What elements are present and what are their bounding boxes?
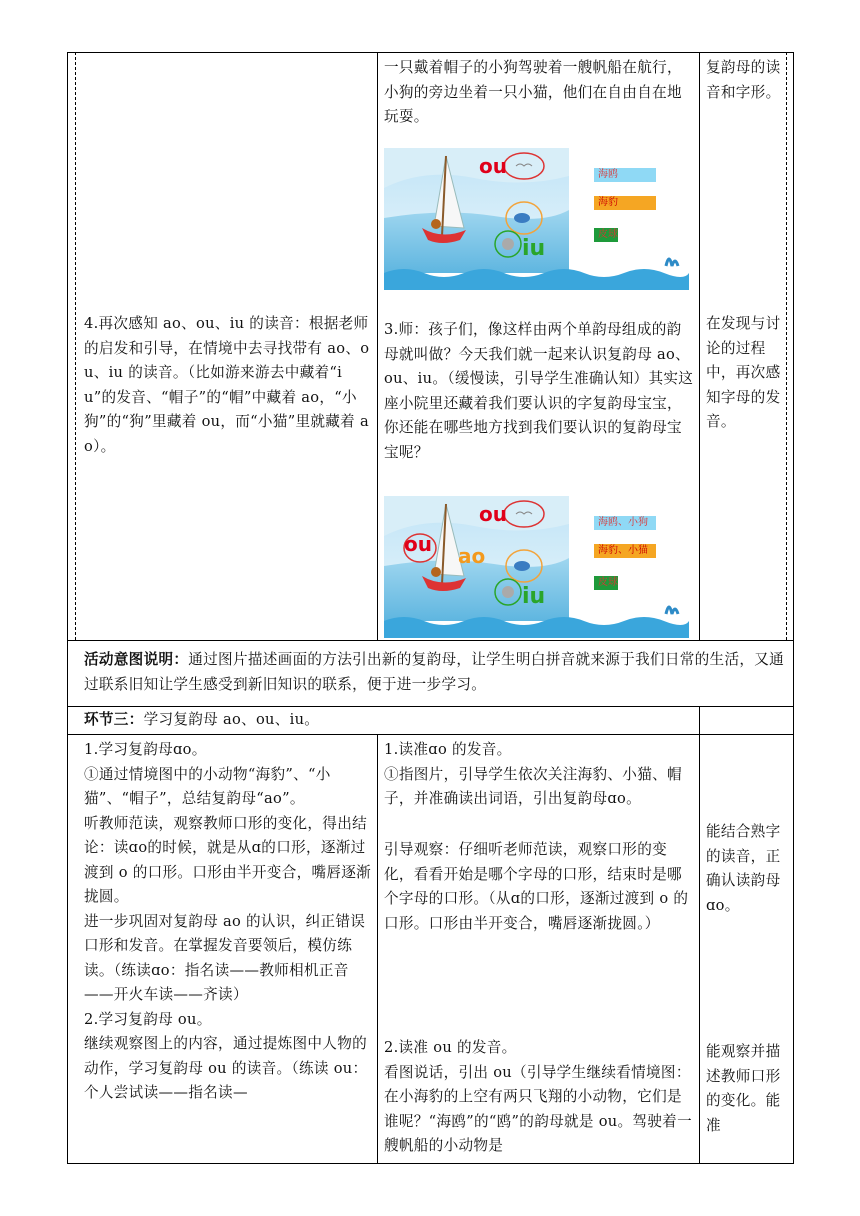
label-piqiu-2: 皮球 bbox=[594, 576, 618, 590]
section3-text: 学习复韵母 ao、ou、iu。 bbox=[143, 711, 320, 728]
intent-title: 活动意图说明： bbox=[84, 651, 189, 668]
section3-title: 环节三： bbox=[84, 711, 144, 728]
label-piqiu: 皮球 bbox=[594, 228, 618, 242]
iu-letters-2: iu bbox=[522, 584, 546, 609]
row3-mid-col-b bbox=[384, 1036, 695, 1159]
row3-mid-p5: 看图说话，引出 ou（引导学生继续看情境图：在小海豹的上空有两只飞翔的小动物，它们是谁呢？“海鸥”的“鸥”的韵母就是 ou。驾驶着一艘帆船的小动物是 bbox=[384, 1063, 692, 1154]
row3-left-p3: 听教师范读，观察教师口形的变化，得出结论：读ɑo的时候，就是从ɑ的口形，逐渐过渡到 o 的口形。口形由半开变合，嘴唇逐渐拢圆。 bbox=[84, 814, 372, 905]
iu-letters: iu bbox=[522, 236, 546, 261]
column-divider-dashed bbox=[75, 52, 76, 640]
row1-left-text: 4.再次感知 ao、ou、iu 的读音：根据老师的启发和引导，在情境中去寻找带有 ao、ou、iu 的读音。（比如游来游去中藏着“iu”的发音、“帽子”的“帽”中藏着 ao，“小狗”的“狗”里藏着 ou，而“小猫”里就藏着 ao）。 bbox=[84, 315, 370, 455]
ao-letters: ao bbox=[458, 544, 486, 568]
column-divider-dashed-right bbox=[786, 52, 787, 640]
row1-middle-mid-text: 3.师：孩子们，像这样由两个单韵母组成的韵母就叫做？今天我们就一起来认识复韵母 ao、ou、iu。（缓慢读，引导学生准确认知）其实这座小院里还藏着我们要认识的字复韵母宝宝，你还能在哪些地方找到我们要认识的复韵母宝宝呢？ bbox=[384, 321, 694, 461]
intent-paragraph bbox=[84, 648, 786, 697]
intent-text: 通过图片描述画面的方法引出新的复韵母，让学生明白拼音就来源于我们日常的生活，又通过联系旧知让学生感受到新旧知识的联系，便于进一步学习。 bbox=[84, 651, 785, 693]
ou-letters: ou bbox=[479, 154, 507, 178]
row3-left-p6: 继续观察图上的内容，通过提炼图中人物的动作，学习复韵母 ou 的读音。（练读 ou：个人尝试读——指名读— bbox=[84, 1035, 368, 1101]
scene-image-2 bbox=[384, 496, 689, 638]
row1-right-mid-text: 在发现与讨论的过程中，再次感知字母的发音。 bbox=[706, 315, 781, 430]
label-haiou-xiaogou: 海鸥、小狗 bbox=[594, 516, 656, 530]
row3-right-p2: 能观察并描述教师口形的变化。能准 bbox=[706, 1043, 781, 1134]
section3-heading bbox=[84, 708, 694, 733]
label-haibao: 海豹 bbox=[594, 196, 656, 210]
row3-left-p4: 进一步巩固对复韵母 ao 的认识，纠正错误口形和发音。在掌握发音要领后，模仿练读。（练读ɑo：指名读——教师相机正音——开火车读——齐读） bbox=[84, 912, 366, 1003]
column-divider-3 bbox=[377, 734, 378, 1164]
row-divider-3 bbox=[67, 734, 794, 735]
row3-left-p2: ①通过情境图中的小动物“海豹”、“小猫”、“帽子”，总结复韵母“ao”。 bbox=[84, 765, 331, 807]
label-haibao-xiaomao: 海豹、小猫 bbox=[594, 544, 656, 558]
row3-mid-p1: 1.读准ɑo 的发音。 bbox=[384, 741, 512, 758]
row3-left-col bbox=[84, 738, 373, 1106]
row-divider-2 bbox=[67, 706, 794, 707]
row3-right-p1: 能结合熟字的读音，正确认读韵母ɑo。 bbox=[706, 823, 781, 914]
column-divider-2 bbox=[699, 52, 700, 640]
ou-left-letters: ou bbox=[404, 532, 432, 556]
row1-right-top-text: 复韵母的读音和字形。 bbox=[706, 59, 781, 101]
row3-mid-col-a bbox=[384, 738, 695, 812]
row3-mid-p2: ①指图片，引导学生依次关注海豹、小猫、帽子，并准确读出词语，引出复韵母ɑo。 bbox=[384, 765, 682, 807]
row3-left-p5: 2.学习复韵母 ou。 bbox=[84, 1010, 212, 1028]
row3-mid-p3: 引导观察：仔细听老师范读，观察口形的变化，看看开始是哪个字母的口形，结束时是哪个字母的口形。（从ɑ的口形，逐渐过渡到 o 的口形。口形由半开变合，嘴唇逐渐拢圆。） bbox=[384, 841, 689, 932]
column-divider-5 bbox=[699, 706, 700, 734]
ou-top-letters: ou bbox=[479, 502, 507, 526]
column-divider-4 bbox=[699, 734, 700, 1164]
row3-left-p1: 1.学习复韵母ɑo。 bbox=[84, 741, 207, 758]
column-divider-1 bbox=[377, 52, 378, 640]
label-haiou: 海鸥 bbox=[594, 168, 656, 182]
row1-middle-top-text: 一只戴着帽子的小狗驾驶着一艘帆船在航行，小狗的旁边坐着一只小猫，他们在自由自在地玩耍。 bbox=[384, 59, 682, 125]
row-divider-1 bbox=[67, 640, 794, 641]
scene-image-1 bbox=[384, 148, 689, 290]
row3-mid-p4: 2.读准 ou 的发音。 bbox=[384, 1039, 517, 1056]
